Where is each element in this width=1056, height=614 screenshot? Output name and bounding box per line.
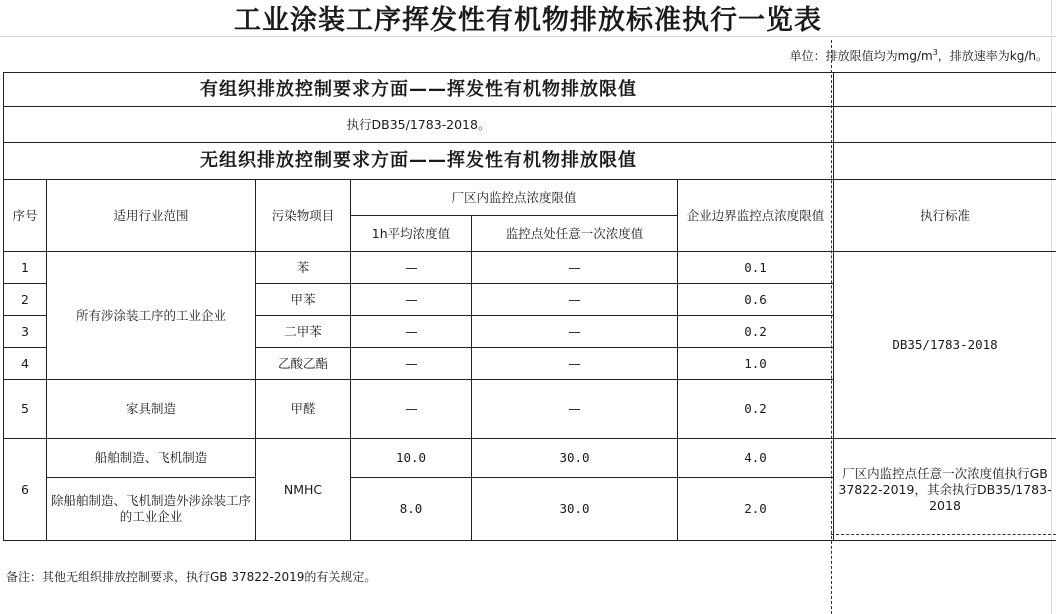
- scope: 船舶制造、飞机制造: [47, 439, 256, 478]
- pollutant: 甲醛: [256, 380, 351, 439]
- pollutant: NMHC: [256, 439, 351, 541]
- unorganized-heading: 无组织排放控制要求方面——挥发性有机物排放限值: [4, 143, 834, 180]
- row-no: 6: [4, 439, 47, 541]
- standard-nmhc: 厂区内监控点任意一次浓度值执行GB 37822-2019，其余执行DB35/1783-2018: [834, 439, 1056, 541]
- standards-table: [3, 72, 1056, 541]
- unit-note: 单位：排放限值均为$mg/m^3$，排放速率为kg/h。: [789, 48, 1048, 63]
- boundary-value: 0.2: [678, 316, 834, 348]
- dash: [472, 380, 678, 439]
- row-no: 2: [4, 284, 47, 316]
- organized-text: 执行DB35/1783-2018。: [4, 107, 834, 143]
- page-break-line: [831, 534, 1056, 535]
- any-once-value: 30.0: [472, 478, 678, 541]
- dash: [472, 252, 678, 284]
- row-no: 1: [4, 252, 47, 284]
- scope: 家具制造: [47, 380, 256, 439]
- empty-cell: [834, 73, 1056, 107]
- boundary-value: 0.6: [678, 284, 834, 316]
- pollutant: 甲苯: [256, 284, 351, 316]
- pollutant: 乙酸乙酯: [256, 348, 351, 380]
- dash: [472, 284, 678, 316]
- header-boundary: 企业边界监控点浓度限值: [678, 180, 834, 252]
- row-no: 4: [4, 348, 47, 380]
- boundary-value: 1.0: [678, 348, 834, 380]
- dash: [351, 284, 472, 316]
- scope-group: 所有涉涂装工序的工业企业: [47, 252, 256, 380]
- header-standard: 执行标准: [834, 180, 1056, 252]
- dash: [351, 380, 472, 439]
- avg-1h-value: 8.0: [351, 478, 472, 541]
- boundary-value: 0.2: [678, 380, 834, 439]
- pollutant: 苯: [256, 252, 351, 284]
- dash: [472, 348, 678, 380]
- empty-cell: [834, 143, 1056, 180]
- organized-heading: 有组织排放控制要求方面——挥发性有机物排放限值: [4, 73, 834, 107]
- pollutant: 二甲苯: [256, 316, 351, 348]
- standard-group: DB35/1783-2018: [834, 252, 1056, 439]
- row-no: 5: [4, 380, 47, 439]
- table-row: [4, 252, 1056, 284]
- dash: [351, 316, 472, 348]
- dash: [351, 252, 472, 284]
- header-pollutant: 污染物项目: [256, 180, 351, 252]
- dash: [472, 316, 678, 348]
- page-break-line: [831, 40, 832, 614]
- header-plant-limit: 厂区内监控点浓度限值: [351, 180, 678, 216]
- boundary-value: 0.1: [678, 252, 834, 284]
- boundary-value: 2.0: [678, 478, 834, 541]
- any-once-value: 30.0: [472, 439, 678, 478]
- avg-1h-value: 10.0: [351, 439, 472, 478]
- header-any-once: 监控点处任意一次浓度值: [472, 216, 678, 252]
- table-row: [4, 439, 1056, 478]
- header-scope: 适用行业范围: [47, 180, 256, 252]
- footnote: 备注：其他无组织排放控制要求，执行GB 37822-2019的有关规定。: [6, 570, 377, 584]
- empty-cell: [834, 107, 1056, 143]
- row-no: 3: [4, 316, 47, 348]
- header-avg-1h: 1h平均浓度值: [351, 216, 472, 252]
- page-title: 工业涂装工序挥发性有机物排放标准执行一览表: [234, 5, 822, 36]
- dash: [351, 348, 472, 380]
- boundary-value: 4.0: [678, 439, 834, 478]
- header-no: 序号: [4, 180, 47, 252]
- scope: 除船舶制造、飞机制造外涉涂装工序的工业企业: [47, 478, 256, 541]
